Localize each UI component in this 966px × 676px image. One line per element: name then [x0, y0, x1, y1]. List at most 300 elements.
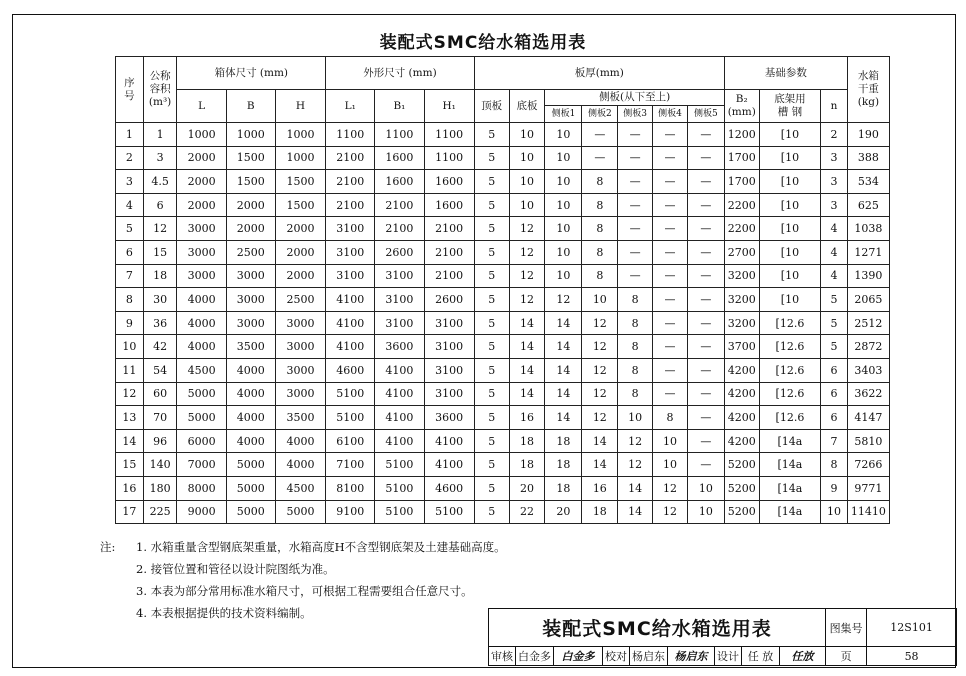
table-cell: 5	[821, 335, 848, 359]
table-cell: 4000	[226, 382, 275, 406]
table-cell: 10	[687, 500, 724, 524]
table-cell: 1500	[275, 193, 325, 217]
col-H1-header: H₁	[424, 90, 474, 123]
table-cell: 3	[116, 170, 144, 194]
table-row	[116, 476, 890, 500]
page-number: 58	[867, 647, 957, 666]
table-cell: 8	[653, 406, 688, 430]
table-cell: —	[618, 264, 653, 288]
table-row	[116, 382, 890, 406]
table-cell: 4500	[275, 476, 325, 500]
table-cell: 5	[474, 500, 509, 524]
table-cell: 12	[509, 217, 545, 241]
table-cell: 3000	[275, 382, 325, 406]
table-cell: 10	[545, 240, 582, 264]
table-cell: 3100	[424, 358, 474, 382]
table-cell: 2000	[226, 217, 275, 241]
table-cell: 3100	[375, 264, 424, 288]
table-cell: 5000	[226, 500, 275, 524]
table-cell: 4	[821, 240, 848, 264]
table-cell: 6000	[177, 429, 226, 453]
table-cell: 8000	[177, 476, 226, 500]
page-title: 装配式SMC给水箱选用表	[379, 33, 587, 53]
table-cell: 4200	[724, 429, 759, 453]
table-cell: 10	[545, 146, 582, 170]
table-cell: 12	[618, 453, 653, 477]
col-n-header: n	[821, 90, 848, 123]
foundation-header: 基础参数	[724, 57, 847, 90]
table-cell: —	[687, 311, 724, 335]
table-cell: —	[653, 217, 688, 241]
table-cell: 8	[618, 382, 653, 406]
check-label: 校对	[603, 647, 630, 666]
table-cell: [12.6	[759, 358, 821, 382]
table-cell: 9	[821, 476, 848, 500]
table-cell: 8100	[326, 476, 375, 500]
design-label: 设计	[715, 647, 742, 666]
table-cell: 10	[545, 217, 582, 241]
table-cell: 18	[545, 476, 582, 500]
table-cell: 60	[143, 382, 177, 406]
table-row	[116, 170, 890, 194]
table-row	[116, 288, 890, 312]
table-cell: 2512	[847, 311, 889, 335]
table-cell: 4000	[275, 453, 325, 477]
table-cell: 5	[821, 288, 848, 312]
table-cell: 10	[545, 193, 582, 217]
col-B2-header: B₂ (mm)	[724, 90, 759, 123]
table-row	[116, 311, 890, 335]
table-cell: 388	[847, 146, 889, 170]
col-side5-header: 侧板5	[687, 106, 724, 123]
table-cell: 4100	[424, 429, 474, 453]
table-row	[116, 217, 890, 241]
table-body	[116, 123, 890, 524]
table-cell: 18	[545, 429, 582, 453]
table-cell: 5	[474, 123, 509, 147]
table-cell: 4100	[424, 453, 474, 477]
table-cell: 3500	[226, 335, 275, 359]
check-name: 杨启东	[630, 647, 668, 666]
table-cell: —	[687, 382, 724, 406]
table-cell: —	[653, 146, 688, 170]
table-cell: 8	[618, 335, 653, 359]
table-cell: —	[653, 240, 688, 264]
table-cell: 4100	[326, 335, 375, 359]
table-cell: 36	[143, 311, 177, 335]
table-cell: 5	[474, 217, 509, 241]
table-cell: —	[618, 217, 653, 241]
table-cell: 3100	[424, 335, 474, 359]
table-cell: 3000	[226, 264, 275, 288]
table-cell: 3000	[226, 311, 275, 335]
table-row	[116, 453, 890, 477]
table-cell: 225	[143, 500, 177, 524]
table-cell: 15	[143, 240, 177, 264]
table-cell: 4100	[375, 406, 424, 430]
table-cell: 12	[653, 500, 688, 524]
table-cell: 2000	[177, 146, 226, 170]
table-cell: 5	[474, 453, 509, 477]
table-cell: 1100	[424, 123, 474, 147]
table-cell: 2000	[177, 193, 226, 217]
table-cell: 3000	[177, 240, 226, 264]
table-cell: 5	[474, 288, 509, 312]
col-top-header: 顶板	[474, 90, 509, 123]
table-cell: 5	[474, 240, 509, 264]
table-cell: 14	[545, 382, 582, 406]
table-cell: 8	[618, 358, 653, 382]
table-cell: 6	[821, 358, 848, 382]
table-cell: 20	[545, 500, 582, 524]
table-row	[116, 406, 890, 430]
table-cell: 1	[143, 123, 177, 147]
table-cell: 3100	[326, 240, 375, 264]
table-cell: 14	[545, 311, 582, 335]
table-cell: —	[653, 123, 688, 147]
table-cell: 4600	[326, 358, 375, 382]
table-cell: [10	[759, 193, 821, 217]
table-cell: 3000	[275, 311, 325, 335]
table-cell: 3100	[326, 264, 375, 288]
table-cell: 12	[545, 288, 582, 312]
table-cell: [10	[759, 264, 821, 288]
table-cell: —	[618, 240, 653, 264]
table-cell: —	[687, 146, 724, 170]
table-cell: 1390	[847, 264, 889, 288]
table-cell: —	[687, 123, 724, 147]
table-cell: 8	[582, 264, 618, 288]
table-cell: 1100	[424, 146, 474, 170]
table-cell: 2872	[847, 335, 889, 359]
table-cell: —	[618, 146, 653, 170]
table-cell: 2500	[275, 288, 325, 312]
table-cell: 12	[509, 288, 545, 312]
table-cell: 2500	[226, 240, 275, 264]
table-cell: 14	[618, 476, 653, 500]
table-cell: 5200	[724, 500, 759, 524]
table-cell: 2600	[375, 240, 424, 264]
table-cell: 10	[116, 335, 144, 359]
table-cell: 14	[545, 406, 582, 430]
title-block	[488, 608, 957, 666]
table-cell: 8	[618, 311, 653, 335]
table-cell: [10	[759, 240, 821, 264]
col-side4-header: 侧板4	[653, 106, 688, 123]
table-cell: 2200	[724, 193, 759, 217]
col-L-header: L	[177, 90, 226, 123]
table-row	[116, 500, 890, 524]
table-cell: 10	[509, 146, 545, 170]
review-name: 白金多	[516, 647, 554, 666]
table-cell: 2	[116, 146, 144, 170]
table-cell: 2600	[424, 288, 474, 312]
table-cell: —	[653, 170, 688, 194]
table-cell: 30	[143, 288, 177, 312]
table-cell: —	[687, 264, 724, 288]
table-cell: 10	[653, 453, 688, 477]
table-cell: 2700	[724, 240, 759, 264]
table-cell: 4000	[226, 358, 275, 382]
table-cell: 12	[653, 476, 688, 500]
table-cell: 8	[582, 170, 618, 194]
table-cell: 14	[509, 311, 545, 335]
design-signature: 任放	[780, 647, 826, 666]
plate-thickness-header: 板厚(mm)	[474, 57, 724, 90]
table-cell: 7	[821, 429, 848, 453]
table-cell: 12	[509, 240, 545, 264]
table-cell: 13	[116, 406, 144, 430]
table-cell: 3200	[724, 264, 759, 288]
table-cell: 5200	[724, 476, 759, 500]
table-cell: 5	[474, 429, 509, 453]
table-cell: 10	[653, 429, 688, 453]
col-H-header: H	[275, 90, 325, 123]
table-cell: 12	[116, 382, 144, 406]
table-row	[116, 123, 890, 147]
note-item: 2. 接管位置和管径以设计院图纸为准。	[136, 562, 335, 576]
table-cell: 3	[821, 193, 848, 217]
table-cell: 2000	[177, 170, 226, 194]
table-cell: 4	[821, 217, 848, 241]
table-cell: —	[687, 170, 724, 194]
table-cell: 5100	[326, 406, 375, 430]
table-cell: 1500	[226, 170, 275, 194]
table-cell: 3	[143, 146, 177, 170]
table-cell: 5000	[177, 382, 226, 406]
review-signature: 白金多	[554, 647, 603, 666]
col-bottom-header: 底板	[509, 90, 545, 123]
table-cell: —	[653, 382, 688, 406]
table-cell: 5100	[424, 500, 474, 524]
table-cell: 1700	[724, 146, 759, 170]
table-cell: 7	[116, 264, 144, 288]
table-cell: 9000	[177, 500, 226, 524]
table-cell: 12	[582, 335, 618, 359]
table-cell: 3600	[375, 335, 424, 359]
table-cell: 16	[509, 406, 545, 430]
selection-table	[115, 56, 890, 524]
table-cell: 534	[847, 170, 889, 194]
table-cell: 625	[847, 193, 889, 217]
table-cell: 2100	[326, 170, 375, 194]
table-cell: 1000	[275, 123, 325, 147]
table-cell: 2100	[424, 240, 474, 264]
table-cell: 3000	[226, 288, 275, 312]
table-cell: 3100	[424, 311, 474, 335]
table-cell: 3600	[424, 406, 474, 430]
table-cell: 4500	[177, 358, 226, 382]
table-cell: 14	[509, 358, 545, 382]
table-cell: 4200	[724, 406, 759, 430]
table-cell: 18	[509, 429, 545, 453]
table-cell: 4600	[424, 476, 474, 500]
table-cell: 6	[116, 240, 144, 264]
table-cell: —	[687, 240, 724, 264]
table-cell: 3000	[177, 264, 226, 288]
table-cell: 5200	[724, 453, 759, 477]
table-cell: —	[582, 146, 618, 170]
table-cell: 4	[821, 264, 848, 288]
table-row	[116, 335, 890, 359]
table-row	[116, 429, 890, 453]
table-cell: 1500	[226, 146, 275, 170]
table-cell: 8	[582, 240, 618, 264]
table-cell: 4.5	[143, 170, 177, 194]
table-cell: 3	[821, 146, 848, 170]
table-cell: 12	[582, 311, 618, 335]
table-cell: 70	[143, 406, 177, 430]
table-cell: 5	[116, 217, 144, 241]
table-cell: 1000	[177, 123, 226, 147]
table-cell: —	[687, 217, 724, 241]
table-cell: 2100	[424, 264, 474, 288]
table-cell: 5	[474, 406, 509, 430]
col-side2-header: 侧板2	[582, 106, 618, 123]
table-cell: 4	[116, 193, 144, 217]
table-cell: 12	[143, 217, 177, 241]
table-cell: 11410	[847, 500, 889, 524]
col-B-header: B	[226, 90, 275, 123]
table-cell: 1038	[847, 217, 889, 241]
table-cell: —	[618, 170, 653, 194]
table-cell: 5	[474, 311, 509, 335]
table-cell: 2000	[275, 264, 325, 288]
table-cell: 3100	[375, 311, 424, 335]
side-group-header: 侧板(从下至上)	[545, 90, 724, 106]
table-cell: 9771	[847, 476, 889, 500]
table-cell: 4000	[226, 429, 275, 453]
table-cell: 140	[143, 453, 177, 477]
table-cell: 1600	[375, 146, 424, 170]
col-L1-header: L₁	[326, 90, 375, 123]
table-cell: 180	[143, 476, 177, 500]
table-cell: 15	[116, 453, 144, 477]
table-cell: 5000	[226, 476, 275, 500]
table-cell: —	[687, 193, 724, 217]
notes	[100, 536, 506, 624]
table-cell: 1200	[724, 123, 759, 147]
table-cell: 10	[545, 123, 582, 147]
table-cell: 3100	[326, 217, 375, 241]
table-cell: 1271	[847, 240, 889, 264]
table-cell: —	[687, 453, 724, 477]
table-cell: 14	[618, 500, 653, 524]
table-cell: 22	[509, 500, 545, 524]
table-cell: —	[618, 123, 653, 147]
table-cell: 10	[545, 264, 582, 288]
table-cell: —	[687, 406, 724, 430]
table-cell: 9	[116, 311, 144, 335]
table-cell: 17	[116, 500, 144, 524]
table-cell: 4200	[724, 382, 759, 406]
table-cell: [14a	[759, 429, 821, 453]
table-cell: 8	[582, 217, 618, 241]
col-side1-header: 侧板1	[545, 106, 582, 123]
table-cell: 14	[509, 335, 545, 359]
table-cell: 5100	[326, 382, 375, 406]
table-cell: [12.6	[759, 311, 821, 335]
review-label: 审核	[489, 647, 516, 666]
table-cell: 14	[509, 382, 545, 406]
table-cell: 18	[143, 264, 177, 288]
table-cell: —	[687, 429, 724, 453]
note-item: 4. 本表根据提供的技术资料编制。	[136, 606, 312, 620]
table-cell: 2200	[724, 217, 759, 241]
table-cell: 3	[821, 170, 848, 194]
notes-head: 注:	[100, 540, 116, 554]
table-cell: 2100	[424, 217, 474, 241]
table-cell: 5810	[847, 429, 889, 453]
table-cell: [12.6	[759, 382, 821, 406]
table-cell: 190	[847, 123, 889, 147]
table-cell: 4000	[177, 311, 226, 335]
table-cell: 1600	[375, 170, 424, 194]
table-cell: 8	[618, 288, 653, 312]
table-cell: 1100	[375, 123, 424, 147]
table-cell: 3100	[424, 382, 474, 406]
table-cell: 6100	[326, 429, 375, 453]
table-cell: 2100	[326, 146, 375, 170]
table-cell: 18	[509, 453, 545, 477]
table-row	[116, 358, 890, 382]
table-cell: 4000	[226, 406, 275, 430]
table-cell: 4000	[275, 429, 325, 453]
table-cell: 12	[582, 358, 618, 382]
table-cell: [14a	[759, 453, 821, 477]
table-cell: 14	[545, 335, 582, 359]
table-cell: 6	[821, 406, 848, 430]
table-cell: [12.6	[759, 335, 821, 359]
table-cell: 4100	[326, 288, 375, 312]
table-cell: 18	[582, 500, 618, 524]
check-signature: 杨启东	[668, 647, 715, 666]
table-cell: 4147	[847, 406, 889, 430]
table-cell: 4100	[326, 311, 375, 335]
table-cell: 10	[509, 170, 545, 194]
table-cell: 10	[821, 500, 848, 524]
table-cell: 8	[582, 193, 618, 217]
table-row	[116, 193, 890, 217]
table-cell: —	[687, 288, 724, 312]
table-cell: 16	[116, 476, 144, 500]
table-cell: 14	[545, 358, 582, 382]
table-cell: 6	[821, 382, 848, 406]
table-cell: 5	[474, 476, 509, 500]
table-cell: 16	[582, 476, 618, 500]
table-cell: 3000	[177, 217, 226, 241]
table-cell: [10	[759, 146, 821, 170]
table-cell: 2000	[226, 193, 275, 217]
table-cell: 4100	[375, 429, 424, 453]
table-cell: 5	[474, 146, 509, 170]
table-cell: 10	[509, 193, 545, 217]
col-capacity-header: 公称 容积 (m³)	[143, 57, 177, 123]
table-cell: 3000	[275, 358, 325, 382]
table-cell: 12	[582, 382, 618, 406]
table-cell: 2000	[275, 217, 325, 241]
table-cell: 14	[116, 429, 144, 453]
atlas-label: 图集号	[826, 609, 867, 647]
table-cell: [14a	[759, 476, 821, 500]
table-row	[116, 240, 890, 264]
table-cell: —	[653, 358, 688, 382]
table-cell: 3000	[275, 335, 325, 359]
table-cell: 6	[143, 193, 177, 217]
table-cell: 2	[821, 123, 848, 147]
table-cell: —	[582, 123, 618, 147]
table-cell: 5000	[226, 453, 275, 477]
